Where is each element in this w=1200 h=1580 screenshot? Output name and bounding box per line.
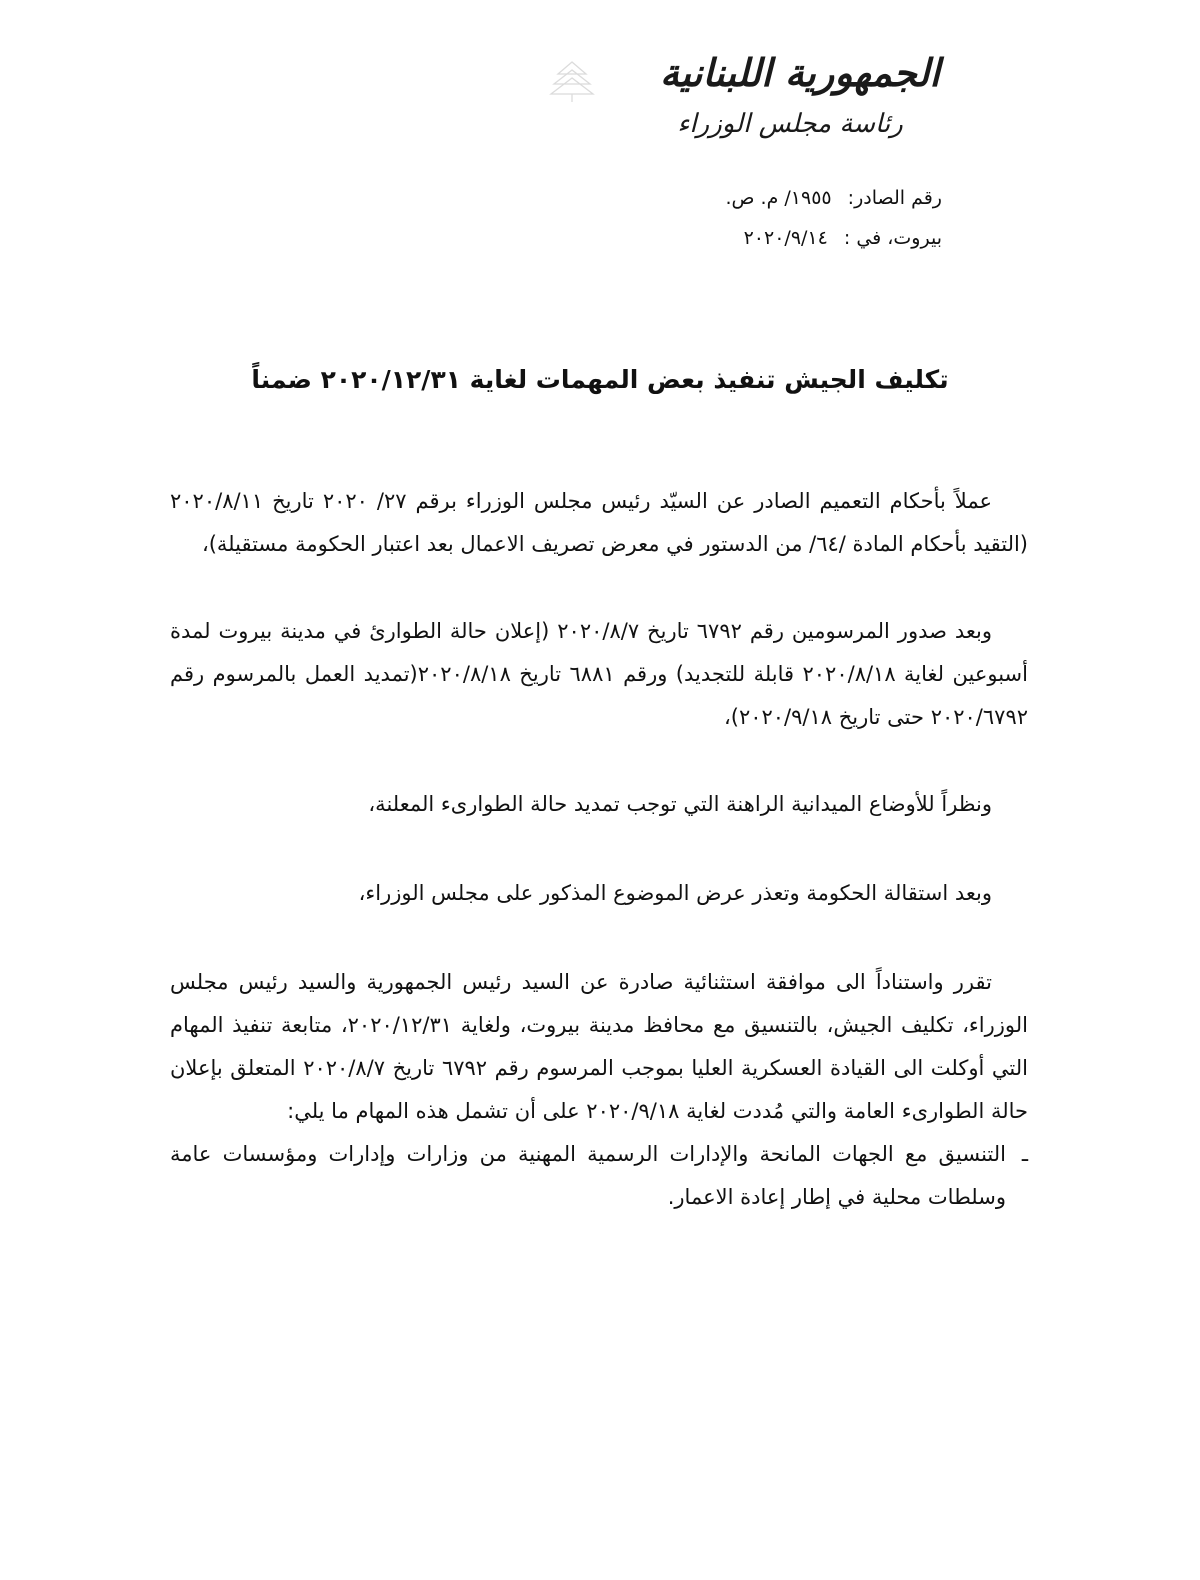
body-paragraph: وبعد صدور المرسومين رقم ٦٧٩٢ تاريخ ٢٠٢٠/٨/٧ (إعلان حالة الطوارئ في مدينة بيروت لمدة أسبوعين لغاية ٢٠٢٠/٨/١٨ قابلة للتجديد) ورقم ٦٨٨١ تاريخ ٢٠٢٠/٨/١٨(تمديد العمل بالمرسوم رقم ٢٠٢٠/٦٧٩٢ حتى تاريخ ٢٠٢٠/٩/١٨)، [170, 619, 1028, 729]
letterhead-republic: الجمهورية اللبنانية [660, 50, 940, 95]
body-paragraph: عملاً بأحكام التعميم الصادر عن السيّد رئيس مجلس الوزراء برقم ٢٧/ ٢٠٢٠ تاريخ ٢٠٢٠/٨/١١ (التقيد بأحكام المادة /٦٤/ من الدستور في معرض تصريف الاعمال بعد اعتبار الحكومة مستقيلة)، [170, 489, 1028, 556]
body-paragraph: وبعد استقالة الحكومة وتعذر عرض الموضوع المذكور على مجلس الوزراء، [358, 881, 992, 905]
bullet-item [170, 1133, 1028, 1219]
reference-number-value: ١٩٥٥/ م. ص. [725, 187, 832, 209]
reference-date-label: بيروت، في : [843, 227, 942, 249]
document-title: تكليف الجيش تنفيذ بعض المهمات لغاية ٢٠٢٠/١٢/٣١ ضمناً [251, 365, 949, 394]
bullet-marker: ـ [1021, 1142, 1028, 1166]
reference-number-row [522, 178, 942, 218]
letterhead-presidency: رئاسة مجلس الوزراء [677, 109, 903, 139]
body-paragraph: ونظراً للأوضاع الميدانية الراهنة التي توجب تمديد حالة الطوارىء المعلنة، [368, 792, 992, 816]
reference-block [522, 178, 942, 258]
cedar-emblem-icon [548, 58, 596, 104]
document-body [170, 480, 1028, 1219]
reference-date-value: ٢٠٢٠/٩/١٤ [743, 227, 828, 249]
body-paragraph: تقرر واستناداً الى موافقة استثنائية صادرة عن السيد رئيس الجمهورية والسيد رئيس مجلس الوزراء، تكليف الجيش، بالتنسيق مع محافظ مدينة بيروت، ولغاية ٢٠٢٠/١٢/٣١، متابعة تنفيذ المهام التي أوكلت الى القيادة العسكرية العليا بموجب المرسوم رقم ٦٧٩٢ تاريخ ٢٠٢٠/٨/٧ المتعلق بإعلان حالة الطوارىء العامة والتي مُددت لغاية ٢٠٢٠/٩/١٨ على أن تشمل هذه المهام ما يلي: [170, 970, 1028, 1123]
bullet-text: التنسيق مع الجهات المانحة والإدارات الرسمية المهنية من وزارات وإدارات ومؤسسات عامة وسلطات محلية في إطار إعادة الاعمار. [170, 1142, 1006, 1209]
reference-date-row [522, 218, 942, 258]
reference-number-label: رقم الصادر: [847, 187, 942, 209]
letterhead [650, 48, 950, 142]
